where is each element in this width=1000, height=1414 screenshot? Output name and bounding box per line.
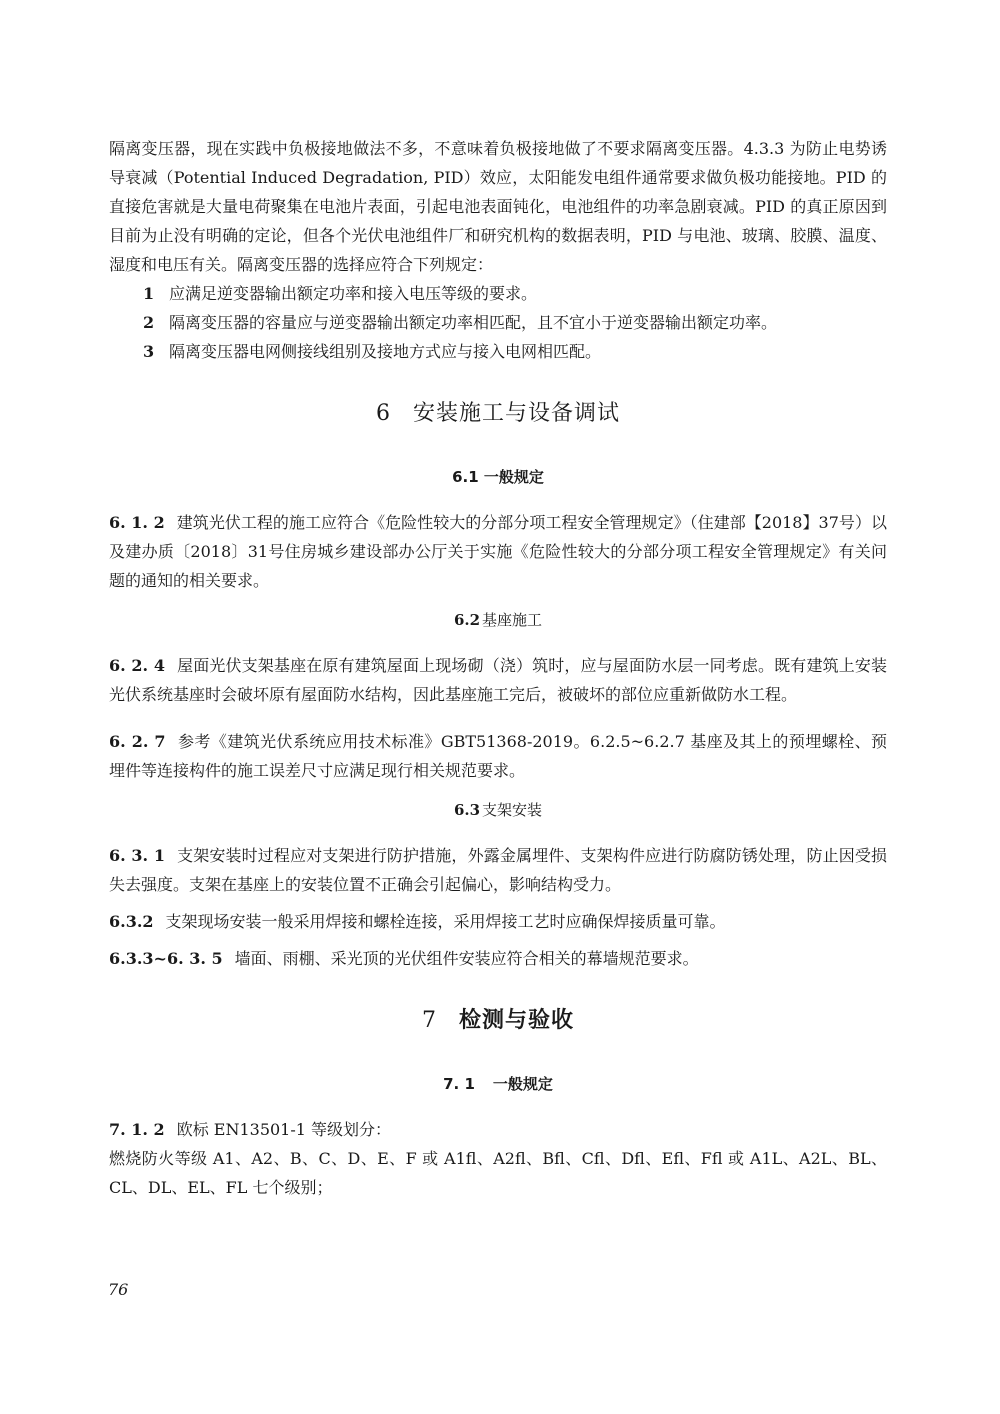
clause-6-1-2: [109, 508, 887, 595]
section-number: 6.1: [452, 468, 479, 486]
clause-7-1-2: [109, 1115, 887, 1144]
intro-paragraph: 隔离变压器，现在实践中负极接地做法不多，不意味着负极接地做了不要求隔离变压器。4.3.3 为防止电势诱导衰减（Potential Induced Degradation, PID）效应，太阳能发电组件通常要求做负极功能接地。PID 的直接危害就是大量电荷聚集在电池片表面，引起电池表面钝化，电池组件的功率急剧衰减。PID 的真正原因到目前为止没有明确的定论，但各个光伏电池组件厂和研究机构的数据表明，PID 与电池、玻璃、胶膜、温度、湿度和电压有关。隔离变压器的选择应符合下列规定：: [109, 139, 887, 274]
chapter-6-heading: [109, 398, 887, 430]
clause-6-3-2: [109, 907, 887, 936]
chapter-7-heading: [109, 1005, 887, 1037]
list-item-text: 隔离变压器的容量应与逆变器输出额定功率相匹配，且不宜小于逆变器输出额定功率。: [169, 313, 778, 332]
chapter-number: 6: [375, 401, 391, 426]
chapter-title: 安装施工与设备调试: [412, 401, 620, 426]
section-title: 一般规定: [492, 1075, 553, 1093]
section-title: 支架安装: [482, 801, 543, 819]
section-title: 基座施工: [482, 611, 543, 629]
clause-number: 6. 1. 2: [109, 513, 165, 532]
clause-7-1-2-body: 燃烧防火等级 A1、A2、B、C、D、E、F 或 A1fl、A2fl、Bfl、Cfl、Dfl、Efl、Ffl 或 A1L、A2L、BL、CL、DL、EL、FL 七个级别；: [109, 1149, 887, 1197]
list-item-number: 1: [143, 284, 155, 303]
clause-text: 墙面、雨棚、采光顶的光伏组件安装应符合相关的幕墙规范要求。: [234, 949, 699, 968]
section-title: 一般规定: [483, 468, 544, 486]
section-6-1-heading: [109, 464, 887, 490]
list-item-text: 隔离变压器电网侧接线组别及接地方式应与接入电网相匹配。: [169, 342, 602, 361]
chapter-title: 检测与验收: [458, 1008, 574, 1033]
clause-number: 6. 2. 4: [109, 656, 165, 675]
clause-text: 屋面光伏支架基座在原有建筑屋面上现场砌（浇）筑时，应与屋面防水层一同考虑。既有建筑上安装光伏系统基座时会破坏原有屋面防水结构，因此基座施工完后，被破坏的部位应重新做防水工程。: [109, 656, 887, 704]
section-number: 6.3: [453, 801, 481, 819]
clause-number: 6.3.3~6. 3. 5: [109, 949, 223, 968]
list-item: [109, 279, 887, 308]
clause-6-2-4: [109, 651, 887, 709]
page-number: 76: [108, 1280, 129, 1299]
clause-6-2-7: [109, 727, 887, 785]
section-7-1-heading: [109, 1071, 887, 1097]
list-item-number: 2: [143, 313, 155, 332]
clause-number: 6. 3. 1: [109, 846, 165, 865]
list-item: [109, 308, 887, 337]
clause-text: 支架现场安装一般采用焊接和螺栓连接，采用焊接工艺时应确保焊接质量可靠。: [165, 912, 726, 931]
clause-text: 欧标 EN13501-1 等级划分：: [176, 1120, 392, 1139]
list-item: [109, 337, 887, 366]
list-item-number: 3: [143, 342, 155, 361]
clause-number: 6. 2. 7: [109, 732, 166, 751]
clause-6-3-3-to-6-3-5: [109, 944, 887, 973]
chapter-number: 7: [421, 1008, 437, 1033]
list-item-text: 应满足逆变器输出额定功率和接入电压等级的要求。: [169, 284, 538, 303]
clause-text: 建筑光伏工程的施工应符合《危险性较大的分部分项工程安全管理规定》（住建部【2018】37号）以及建办质〔2018〕31号住房城乡建设部办公厅关于实施《危险性较大的分部分项工程安全管理规定》有关问题的通知的相关要求。: [109, 513, 887, 590]
clause-text: 支架安装时过程应对支架进行防护措施，外露金属埋件、支架构件应进行防腐防锈处理，防止因受损失去强度。支架在基座上的安装位置不正确会引起偏心，影响结构受力。: [109, 846, 887, 894]
section-number: 7. 1: [443, 1075, 475, 1093]
clause-number: 7. 1. 2: [109, 1120, 165, 1139]
requirements-list: [109, 279, 887, 366]
clause-6-3-1: [109, 841, 887, 899]
clause-number: 6.3.2: [109, 912, 154, 931]
section-6-3-heading: [109, 797, 887, 823]
clause-text: 参考《建筑光伏系统应用技术标准》GBT51368-2019。6.2.5~6.2.7 基座及其上的预埋螺栓、预埋件等连接构件的施工误差尺寸应满足现行相关规范要求。: [109, 732, 887, 780]
section-6-2-heading: [109, 607, 887, 633]
section-number: 6.2: [453, 611, 481, 629]
page-content: [109, 134, 887, 1202]
